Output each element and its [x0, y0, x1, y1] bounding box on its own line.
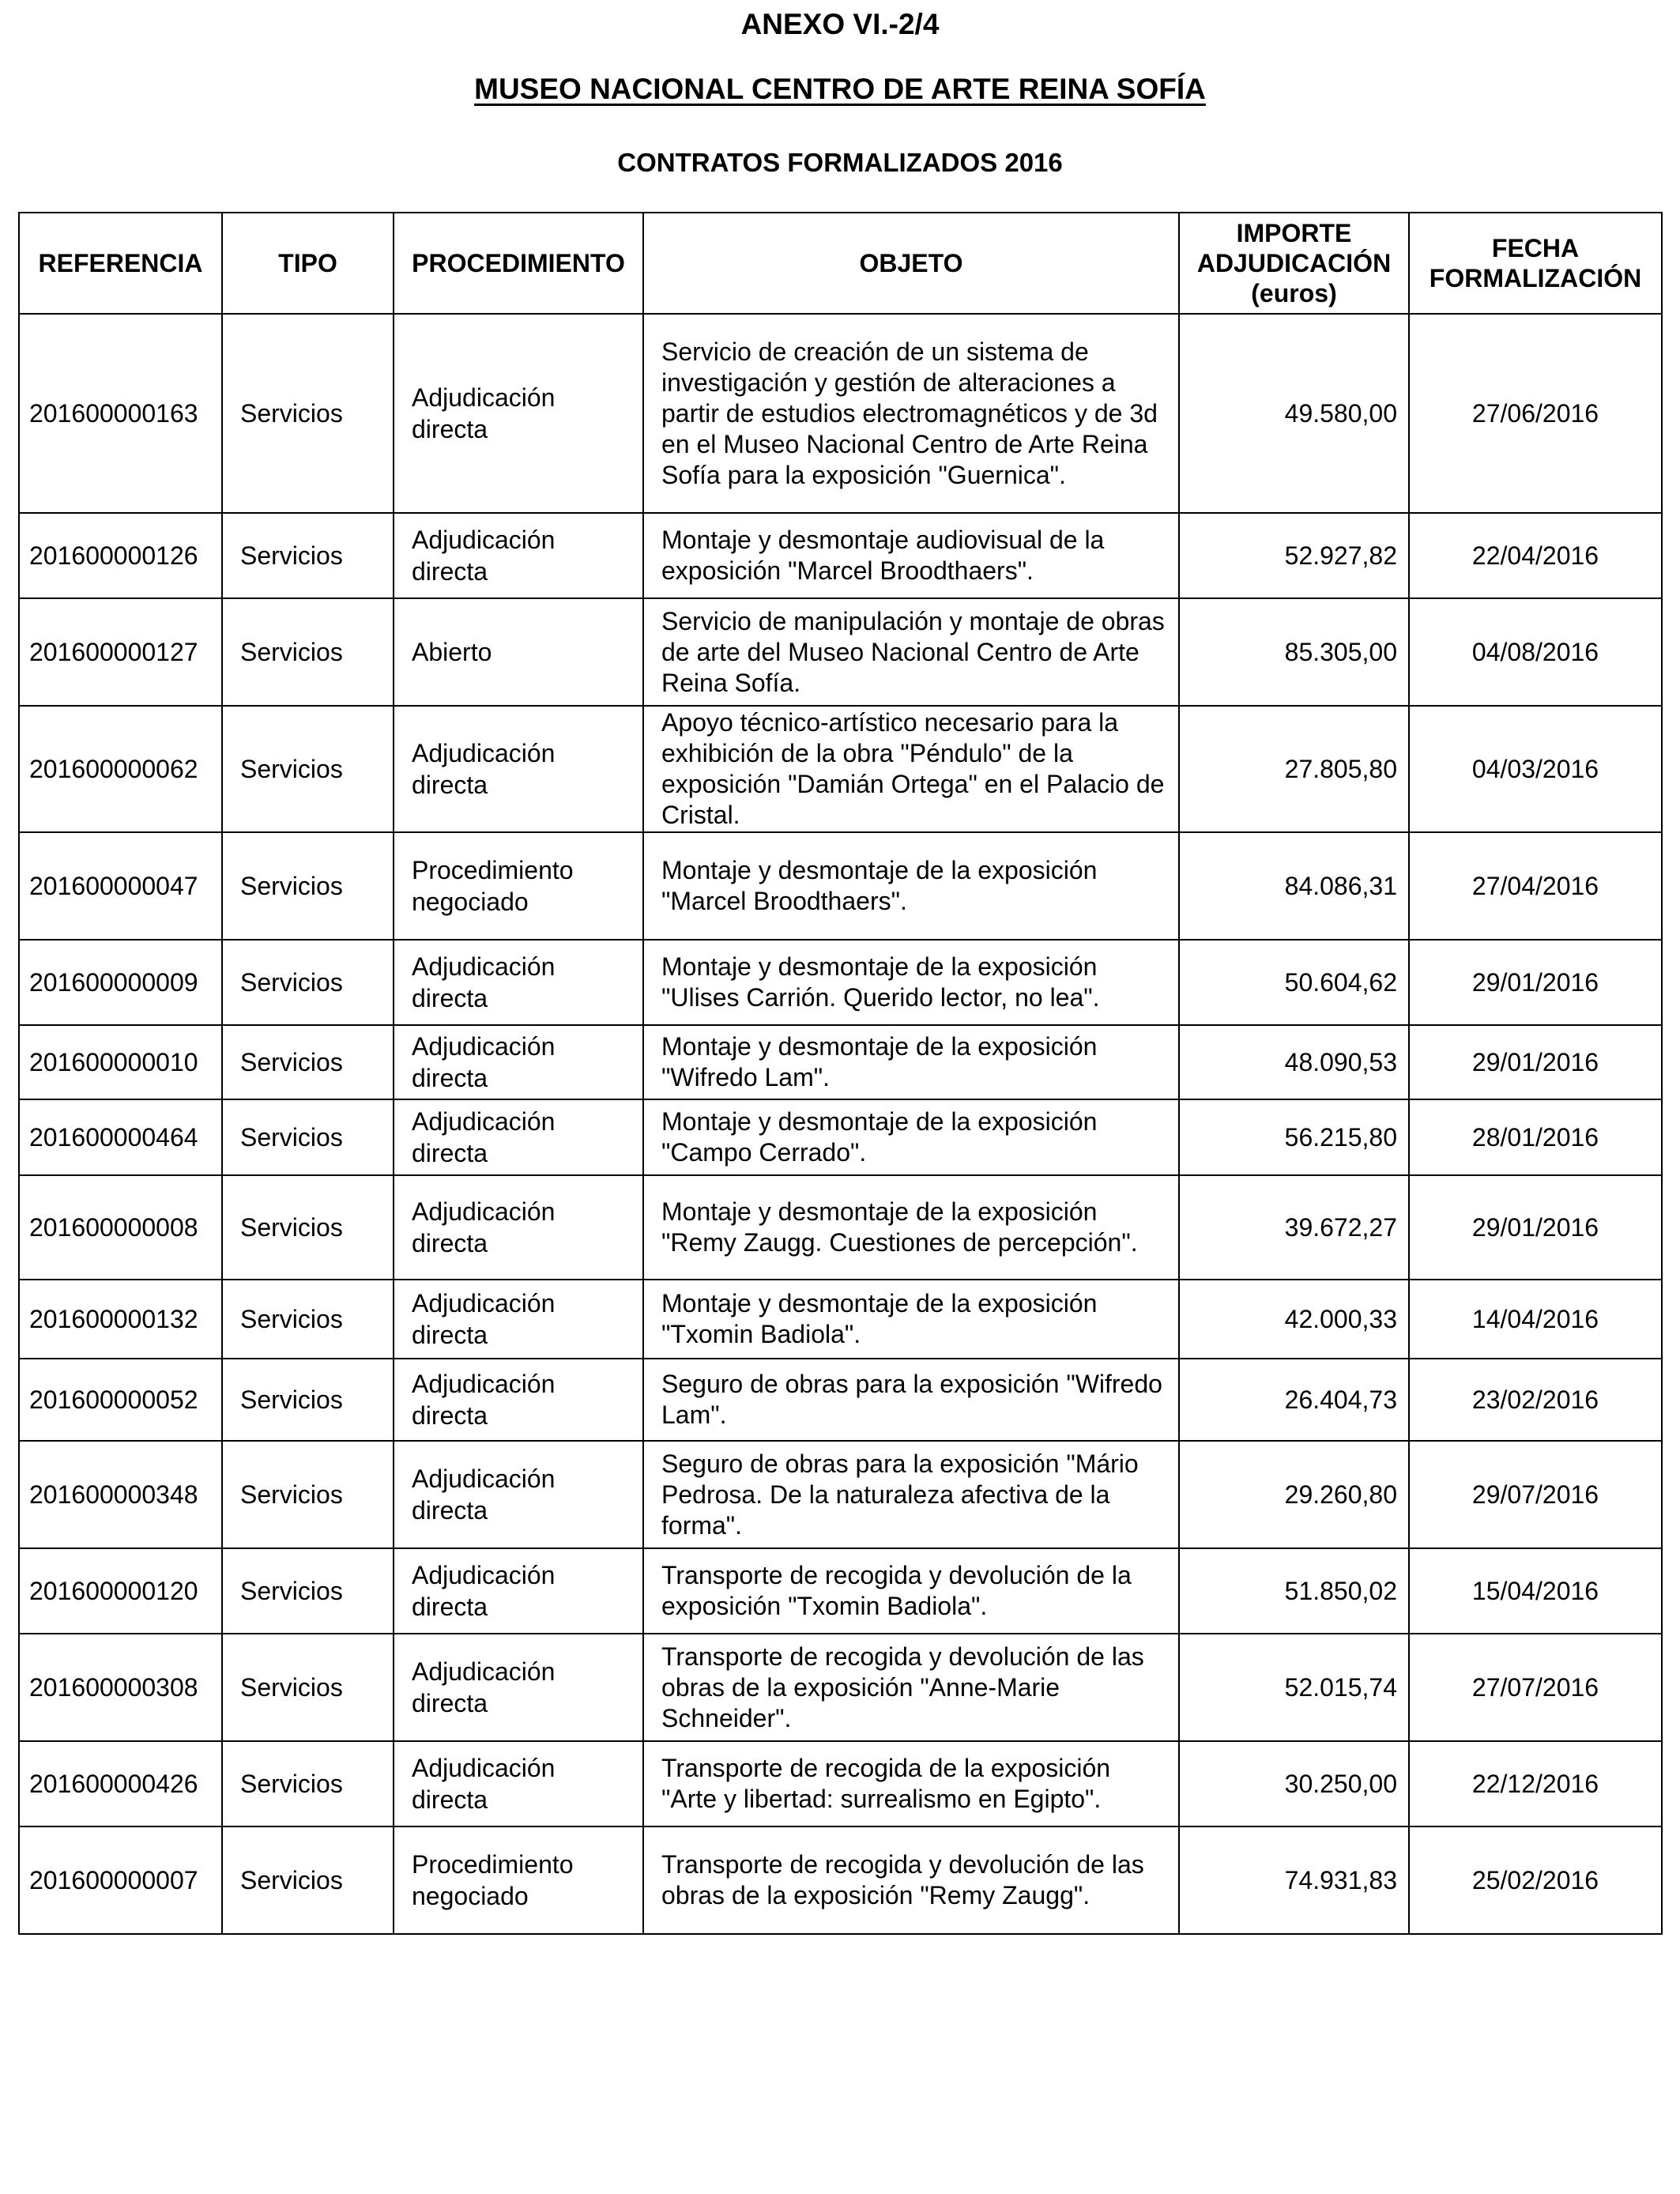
cell-importe: 85.305,00 — [1179, 598, 1409, 706]
cell-procedimiento: Adjudicación directa — [394, 1441, 643, 1548]
table-row — [19, 314, 1662, 513]
cell-tipo: Servicios — [222, 1634, 394, 1741]
cell-tipo: Servicios — [222, 706, 394, 832]
cell-referencia: 201600000464 — [19, 1099, 222, 1175]
cell-fecha: 22/12/2016 — [1409, 1741, 1662, 1826]
cell-objeto: Montaje y desmontaje de la exposición "Campo Cerrado". — [643, 1099, 1179, 1175]
table-row — [19, 1280, 1662, 1359]
cell-fecha: 27/07/2016 — [1409, 1634, 1662, 1741]
cell-importe: 39.672,27 — [1179, 1175, 1409, 1280]
cell-referencia: 201600000126 — [19, 513, 222, 598]
col-header-tipo: TIPO — [222, 213, 394, 314]
table-row — [19, 1826, 1662, 1934]
institution-title: MUSEO NACIONAL CENTRO DE ARTE REINA SOFÍA — [474, 73, 1206, 105]
cell-procedimiento: Abierto — [394, 598, 643, 706]
annex-title: ANEXO VI.-2/4 — [740, 8, 940, 40]
cell-tipo: Servicios — [222, 1826, 394, 1934]
cell-importe: 30.250,00 — [1179, 1741, 1409, 1826]
table-row — [19, 940, 1662, 1025]
cell-importe: 74.931,83 — [1179, 1826, 1409, 1934]
cell-importe: 50.604,62 — [1179, 940, 1409, 1025]
cell-objeto: Montaje y desmontaje de la exposición "Remy Zaugg. Cuestiones de percepción". — [643, 1175, 1179, 1280]
cell-procedimiento: Adjudicación directa — [394, 940, 643, 1025]
cell-referencia: 201600000120 — [19, 1548, 222, 1634]
cell-fecha: 23/02/2016 — [1409, 1359, 1662, 1441]
cell-fecha: 14/04/2016 — [1409, 1280, 1662, 1359]
col-header-importe-line2: ADJUDICACIÓN — [1196, 249, 1392, 277]
cell-referencia: 201600000062 — [19, 706, 222, 832]
table-header-row — [19, 213, 1662, 314]
cell-referencia: 201600000132 — [19, 1280, 222, 1359]
cell-objeto: Apoyo técnico-artístico necesario para la exhibición de la obra "Péndulo" de la exposición "Damián Ortega" en el Palacio de Cristal. — [643, 706, 1179, 832]
cell-fecha: 27/06/2016 — [1409, 314, 1662, 513]
cell-tipo: Servicios — [222, 314, 394, 513]
table-row — [19, 706, 1662, 832]
col-header-fecha-line2: FORMALIZACIÓN — [1429, 264, 1642, 292]
cell-procedimiento: Adjudicación directa — [394, 1099, 643, 1175]
cell-tipo: Servicios — [222, 1099, 394, 1175]
cell-procedimiento: Adjudicación directa — [394, 314, 643, 513]
cell-importe: 52.015,74 — [1179, 1634, 1409, 1741]
table-row — [19, 1359, 1662, 1441]
cell-objeto: Transporte de recogida y devolución de las obras de la exposición "Remy Zaugg". — [643, 1826, 1179, 1934]
cell-tipo: Servicios — [222, 940, 394, 1025]
cell-objeto: Transporte de recogida y devolución de las obras de la exposición "Anne-Marie Schneider". — [643, 1634, 1179, 1741]
col-header-referencia: REFERENCIA — [19, 213, 222, 314]
table-row — [19, 1548, 1662, 1634]
cell-importe: 48.090,53 — [1179, 1025, 1409, 1099]
table-row — [19, 1741, 1662, 1826]
cell-procedimiento: Adjudicación directa — [394, 1548, 643, 1634]
cell-tipo: Servicios — [222, 1025, 394, 1099]
cell-fecha: 28/01/2016 — [1409, 1099, 1662, 1175]
cell-objeto: Servicio de creación de un sistema de investigación y gestión de alteraciones a partir de estudios electromagnéticos y de 3d en el Museo Nacional Centro de Arte Reina Sofía para la exposición "Guernica". — [643, 314, 1179, 513]
table-row — [19, 1441, 1662, 1548]
cell-objeto: Seguro de obras para la exposición "Wifredo Lam". — [643, 1359, 1179, 1441]
cell-tipo: Servicios — [222, 513, 394, 598]
cell-fecha: 29/01/2016 — [1409, 1025, 1662, 1099]
cell-fecha: 29/07/2016 — [1409, 1441, 1662, 1548]
col-header-fecha — [1409, 213, 1662, 314]
cell-tipo: Servicios — [222, 598, 394, 706]
col-header-objeto: OBJETO — [643, 213, 1179, 314]
cell-tipo: Servicios — [222, 1359, 394, 1441]
col-header-procedimiento: PROCEDIMIENTO — [394, 213, 643, 314]
table-row — [19, 1634, 1662, 1741]
cell-fecha: 27/04/2016 — [1409, 832, 1662, 940]
cell-tipo: Servicios — [222, 1175, 394, 1280]
cell-objeto: Seguro de obras para la exposición "Mário Pedrosa. De la naturaleza afectiva de la forma". — [643, 1441, 1179, 1548]
table-row — [19, 513, 1662, 598]
cell-tipo: Servicios — [222, 1280, 394, 1359]
cell-importe: 56.215,80 — [1179, 1099, 1409, 1175]
table-row — [19, 1175, 1662, 1280]
cell-objeto: Transporte de recogida de la exposición "Arte y libertad: surrealismo en Egipto". — [643, 1741, 1179, 1826]
cell-fecha: 15/04/2016 — [1409, 1548, 1662, 1634]
cell-importe: 26.404,73 — [1179, 1359, 1409, 1441]
cell-procedimiento: Adjudicación directa — [394, 513, 643, 598]
cell-fecha: 29/01/2016 — [1409, 1175, 1662, 1280]
cell-objeto: Montaje y desmontaje de la exposición "Wifredo Lam". — [643, 1025, 1179, 1099]
cell-procedimiento: Procedimiento negociado — [394, 832, 643, 940]
contracts-table — [18, 212, 1663, 1935]
cell-referencia: 201600000163 — [19, 314, 222, 513]
cell-procedimiento: Adjudicación directa — [394, 1025, 643, 1099]
cell-referencia: 201600000009 — [19, 940, 222, 1025]
cell-fecha: 04/08/2016 — [1409, 598, 1662, 706]
cell-referencia: 201600000052 — [19, 1359, 222, 1441]
cell-tipo: Servicios — [222, 1741, 394, 1826]
cell-tipo: Servicios — [222, 1441, 394, 1548]
cell-referencia: 201600000008 — [19, 1175, 222, 1280]
cell-importe: 51.850,02 — [1179, 1548, 1409, 1634]
table-row — [19, 1025, 1662, 1099]
table-row — [19, 1099, 1662, 1175]
cell-procedimiento: Adjudicación directa — [394, 1634, 643, 1741]
cell-fecha: 25/02/2016 — [1409, 1826, 1662, 1934]
cell-procedimiento: Adjudicación directa — [394, 706, 643, 832]
col-header-importe — [1179, 213, 1409, 314]
cell-referencia: 201600000426 — [19, 1741, 222, 1826]
table-row — [19, 832, 1662, 940]
col-header-importe-line3: (euros) — [1251, 279, 1337, 307]
cell-objeto: Montaje y desmontaje de la exposición "Ulises Carrión. Querido lector, no lea". — [643, 940, 1179, 1025]
table-row — [19, 598, 1662, 706]
cell-importe: 52.927,82 — [1179, 513, 1409, 598]
cell-objeto: Montaje y desmontaje de la exposición "Marcel Broodthaers". — [643, 832, 1179, 940]
cell-importe: 84.086,31 — [1179, 832, 1409, 940]
col-header-importe-line1: IMPORTE — [1236, 219, 1352, 247]
cell-procedimiento: Adjudicación directa — [394, 1359, 643, 1441]
cell-objeto: Servicio de manipulación y montaje de obras de arte del Museo Nacional Centro de Arte Reina Sofía. — [643, 598, 1179, 706]
cell-importe: 49.580,00 — [1179, 314, 1409, 513]
cell-objeto: Montaje y desmontaje audiovisual de la exposición "Marcel Broodthaers". — [643, 513, 1179, 598]
cell-importe: 42.000,33 — [1179, 1280, 1409, 1359]
cell-referencia: 201600000010 — [19, 1025, 222, 1099]
cell-procedimiento: Adjudicación directa — [394, 1175, 643, 1280]
cell-objeto: Transporte de recogida y devolución de la exposición "Txomin Badiola". — [643, 1548, 1179, 1634]
cell-procedimiento: Procedimiento negociado — [394, 1826, 643, 1934]
document-subtitle: CONTRATOS FORMALIZADOS 2016 — [617, 148, 1063, 177]
cell-tipo: Servicios — [222, 1548, 394, 1634]
cell-tipo: Servicios — [222, 832, 394, 940]
cell-referencia: 201600000047 — [19, 832, 222, 940]
cell-referencia: 201600000127 — [19, 598, 222, 706]
cell-importe: 27.805,80 — [1179, 706, 1409, 832]
cell-procedimiento: Adjudicación directa — [394, 1280, 643, 1359]
cell-referencia: 201600000348 — [19, 1441, 222, 1548]
cell-fecha: 22/04/2016 — [1409, 513, 1662, 598]
cell-objeto: Montaje y desmontaje de la exposición "Txomin Badiola". — [643, 1280, 1179, 1359]
cell-importe: 29.260,80 — [1179, 1441, 1409, 1548]
cell-referencia: 201600000308 — [19, 1634, 222, 1741]
col-header-fecha-line1: FECHA — [1491, 234, 1580, 262]
cell-procedimiento: Adjudicación directa — [394, 1741, 643, 1826]
cell-fecha: 04/03/2016 — [1409, 706, 1662, 832]
cell-referencia: 201600000007 — [19, 1826, 222, 1934]
cell-fecha: 29/01/2016 — [1409, 940, 1662, 1025]
